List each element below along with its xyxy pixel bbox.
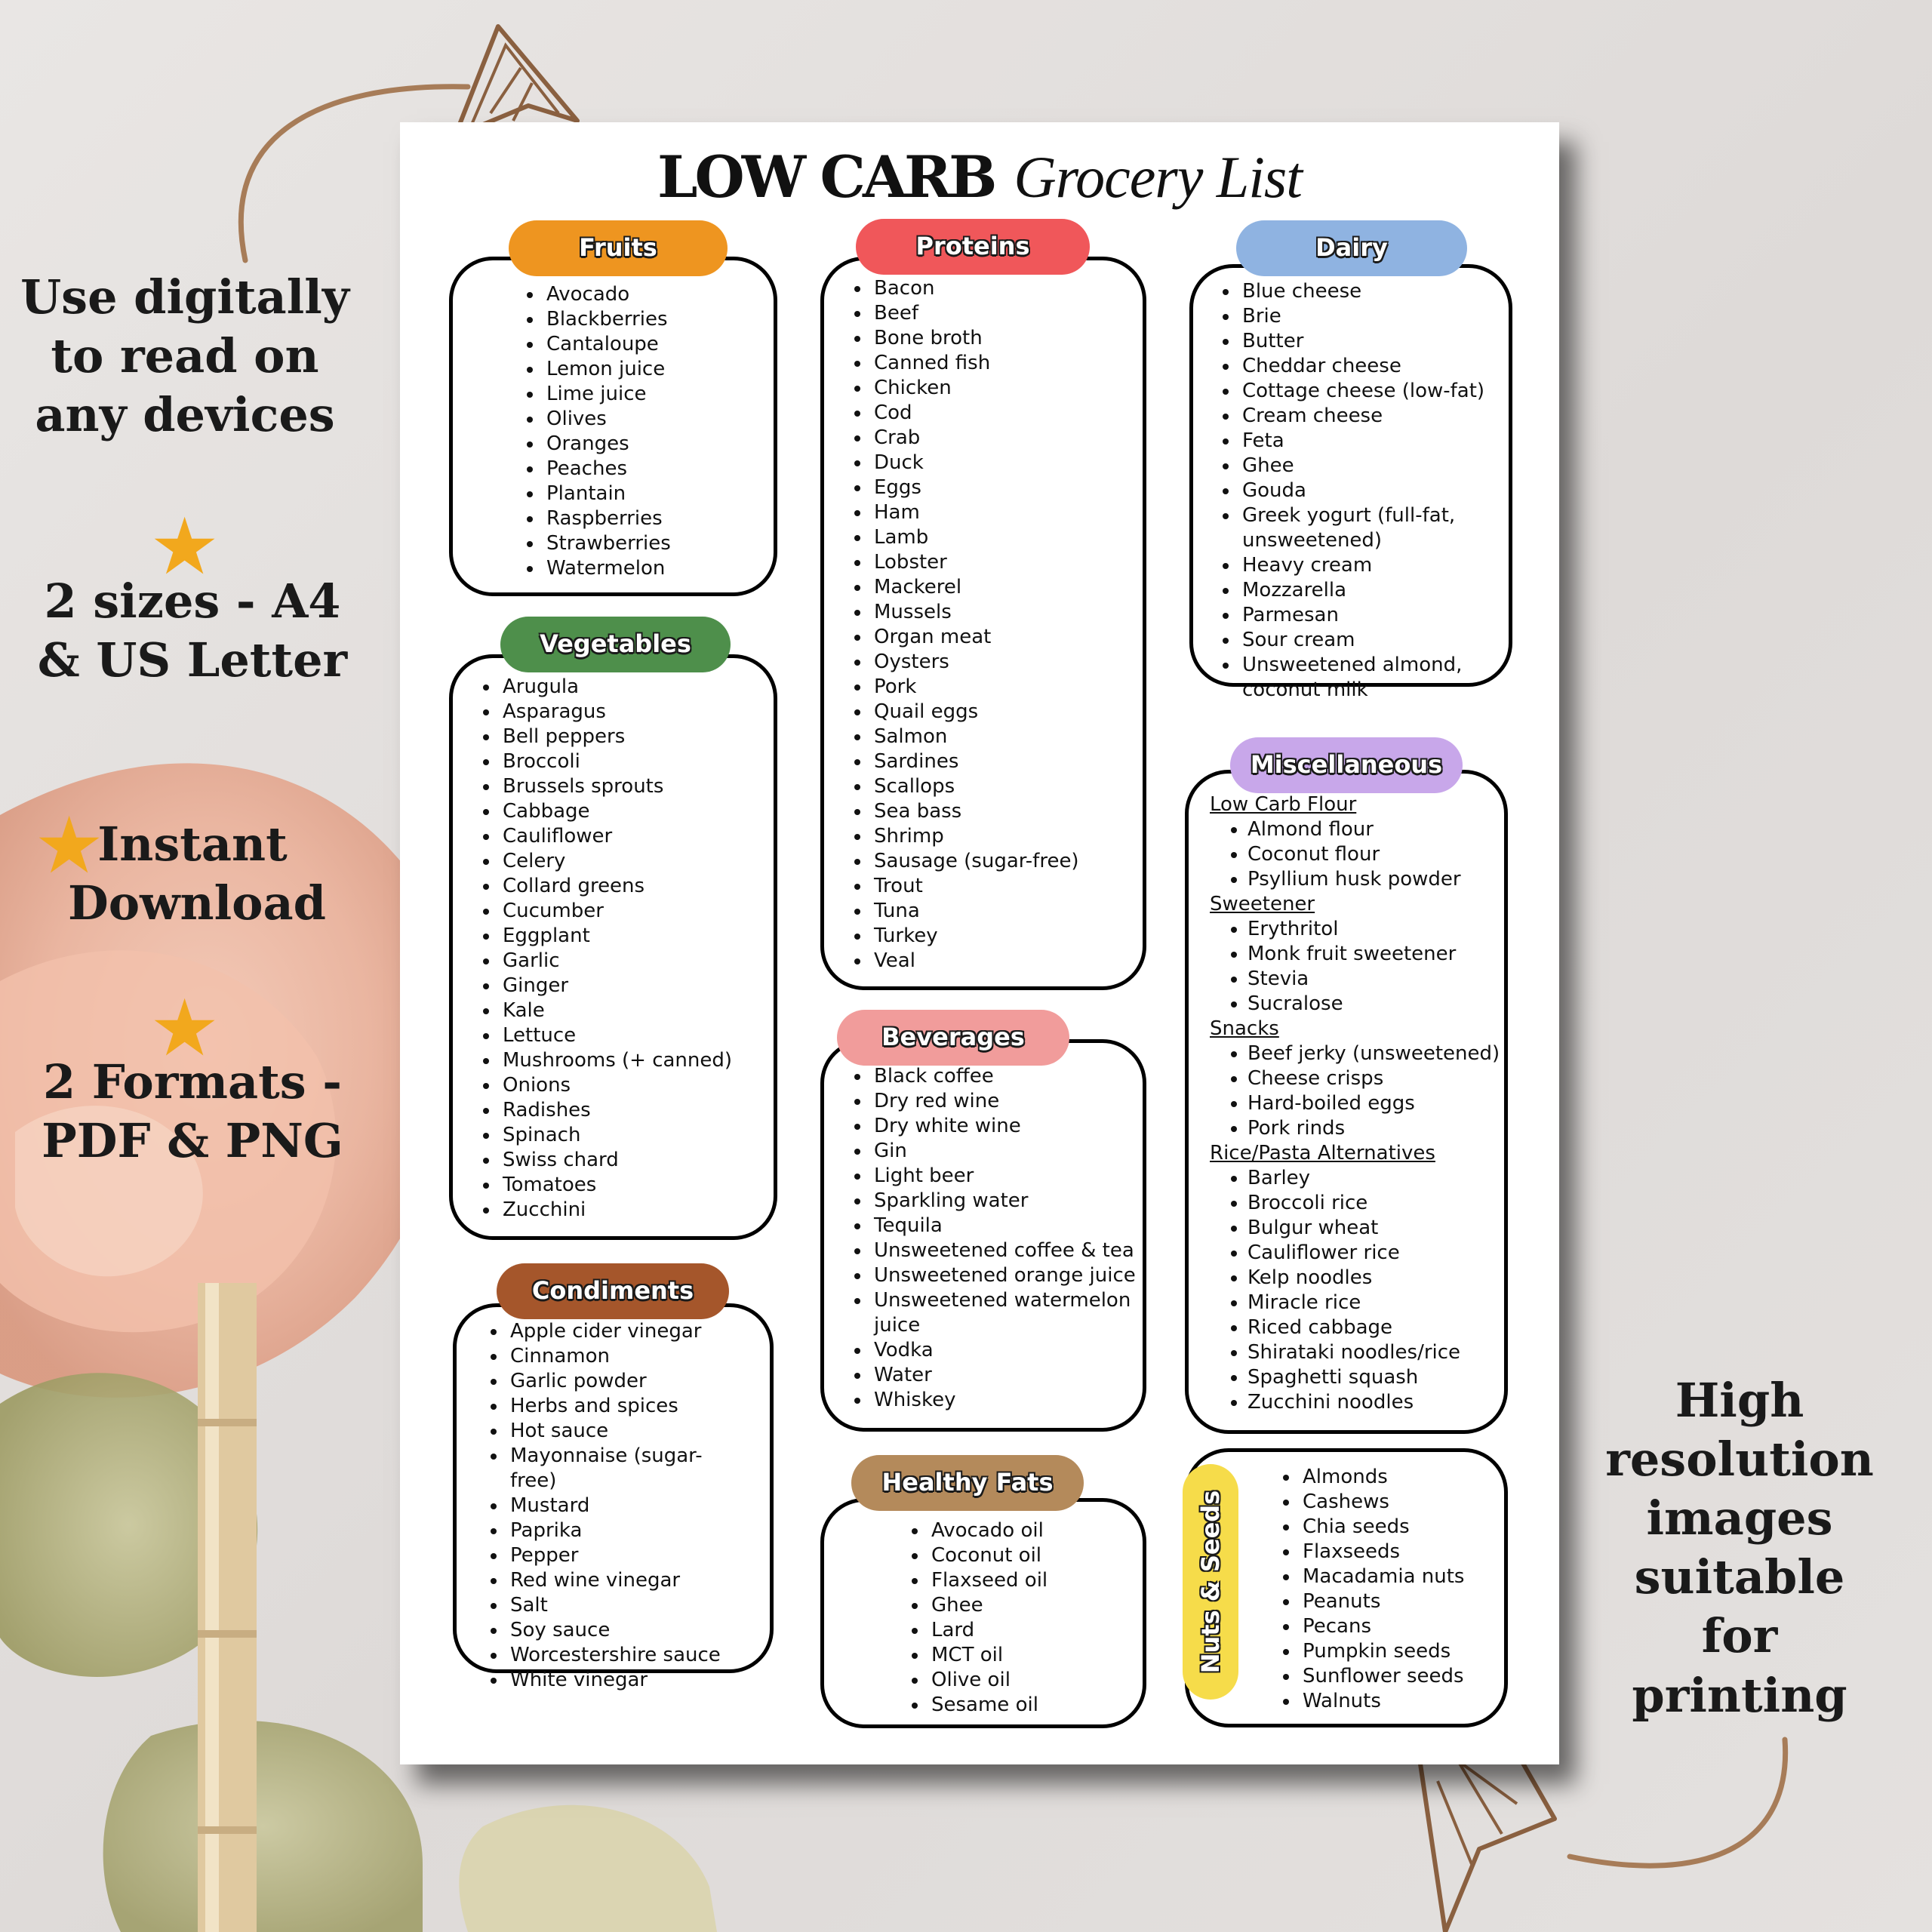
list-item: • Paprika	[507, 1518, 734, 1543]
proteins-label: Proteins	[856, 219, 1090, 275]
list-item: • Pork	[871, 675, 1079, 700]
list-item: • Lettuce	[500, 1023, 732, 1048]
list-item: • Olives	[543, 407, 671, 432]
list-item: • Pecans	[1300, 1614, 1464, 1639]
healthy-fats-list	[906, 1518, 1048, 1718]
list-item: • Gin	[871, 1139, 1150, 1164]
list-item: • Sesame oil	[928, 1693, 1048, 1718]
list-item: • Cinnamon	[507, 1344, 734, 1369]
list-item: • Cream cheese	[1239, 404, 1503, 429]
list-item: • Gouda	[1239, 478, 1503, 503]
list-item: • Dry white wine	[871, 1114, 1150, 1139]
misc-group-list	[1210, 1166, 1504, 1415]
list-item: • Oysters	[871, 650, 1079, 675]
list-item: • Pumpkin seeds	[1300, 1639, 1464, 1664]
dairy-list	[1217, 279, 1503, 703]
sheet-title	[400, 143, 1559, 211]
list-item: • Walnuts	[1300, 1689, 1464, 1714]
misc-subheading: Rice/Pasta Alternatives	[1210, 1142, 1435, 1164]
list-item: • Coconut oil	[928, 1543, 1048, 1568]
list-item: • Herbs and spices	[507, 1394, 734, 1419]
list-item: • Lemon juice	[543, 357, 671, 382]
list-item: • Feta	[1239, 429, 1503, 454]
dairy-label: Dairy	[1236, 220, 1467, 276]
list-item: • Cottage cheese (low-fat)	[1239, 379, 1503, 404]
list-item: • Olive oil	[928, 1668, 1048, 1693]
list-item: • Turkey	[871, 924, 1079, 949]
list-item: • Collard greens	[500, 874, 732, 899]
list-item: • Coconut flour	[1247, 842, 1504, 867]
fruits-label: Fruits	[509, 220, 728, 276]
list-item: • Sunflower seeds	[1300, 1664, 1464, 1689]
list-item: • Bulgur wheat	[1247, 1216, 1504, 1241]
list-item: • Bell peppers	[500, 724, 732, 749]
list-item: • Brie	[1239, 304, 1503, 329]
list-item: • Canned fish	[871, 351, 1079, 376]
list-item: • Swiss chard	[500, 1148, 732, 1173]
miscellaneous-label: Miscellaneous	[1230, 737, 1463, 793]
list-item: • Mozzarella	[1239, 578, 1503, 603]
list-item: • Cantaloupe	[543, 332, 671, 357]
list-item: • Vodka	[871, 1338, 1150, 1363]
list-item: • Hot sauce	[507, 1419, 734, 1444]
list-item: • Unsweetened orange juice	[871, 1263, 1150, 1288]
list-item: • Shrimp	[871, 824, 1079, 849]
list-item: • Greek yogurt (full-fat, unsweetened)	[1239, 503, 1503, 553]
fruits-list	[521, 282, 671, 581]
list-item: • Scallops	[871, 774, 1079, 799]
list-item: • Sea bass	[871, 799, 1079, 824]
list-item: • Pepper	[507, 1543, 734, 1568]
list-item: • Ginger	[500, 974, 732, 998]
list-item: • Eggplant	[500, 924, 732, 949]
list-item: • Oranges	[543, 432, 671, 457]
beverages-list	[848, 1064, 1150, 1413]
list-item: • Monk fruit sweetener	[1247, 942, 1504, 967]
list-item: • Mussels	[871, 600, 1079, 625]
list-item: • Worcestershire sauce	[507, 1643, 734, 1668]
list-item: • Strawberries	[543, 531, 671, 556]
feature-sizes: 2 sizes - A4 & US Letter	[37, 574, 348, 688]
list-item: • Dry red wine	[871, 1089, 1150, 1114]
list-item: • Asparagus	[500, 700, 732, 724]
nuts-seeds-list	[1277, 1465, 1464, 1714]
list-item: • Lamb	[871, 525, 1079, 550]
list-item: • Arugula	[500, 675, 732, 700]
beverages-label: Beverages	[837, 1010, 1069, 1066]
list-item: • Veal	[871, 949, 1079, 974]
list-item: • Ham	[871, 500, 1079, 525]
healthy-fats-label: Healthy Fats	[851, 1455, 1084, 1511]
list-item: • Lime juice	[543, 382, 671, 407]
vegetables-list	[477, 675, 732, 1223]
misc-subheading: Low Carb Flour	[1210, 793, 1357, 816]
list-item: • Broccoli rice	[1247, 1191, 1504, 1216]
list-item: • White vinegar	[507, 1668, 734, 1693]
nuts-seeds-label	[1183, 1464, 1238, 1700]
list-item: • Onions	[500, 1073, 732, 1098]
list-item: • Barley	[1247, 1166, 1504, 1191]
star-icon: ★	[149, 500, 220, 592]
list-item: • Whiskey	[871, 1388, 1150, 1413]
list-item: • Almond flour	[1247, 817, 1504, 842]
proteins-list	[848, 276, 1079, 974]
list-item: • Mustard	[507, 1494, 734, 1518]
list-item: • Salmon	[871, 724, 1079, 749]
misc-subheading: Sweetener	[1210, 893, 1315, 915]
list-item: • Cauliflower	[500, 824, 732, 849]
vegetables-label: Vegetables	[500, 617, 731, 672]
list-item: • Soy sauce	[507, 1618, 734, 1643]
list-item: • Water	[871, 1363, 1150, 1388]
list-item: • Mushrooms (+ canned)	[500, 1048, 732, 1073]
list-item: • Heavy cream	[1239, 553, 1503, 578]
list-item: • Bacon	[871, 276, 1079, 301]
list-item: • Unsweetened coffee & tea	[871, 1238, 1150, 1263]
list-item: • Butter	[1239, 329, 1503, 354]
list-item: • Watermelon	[543, 556, 671, 581]
misc-group-list	[1210, 1041, 1504, 1141]
list-item: • MCT oil	[928, 1643, 1048, 1668]
list-item: • Trout	[871, 874, 1079, 899]
list-item: • Sucralose	[1247, 992, 1504, 1017]
list-item: • Erythritol	[1247, 917, 1504, 942]
list-item: • Tomatoes	[500, 1173, 732, 1198]
list-item: • Cod	[871, 401, 1079, 426]
list-item: • Stevia	[1247, 967, 1504, 992]
list-item: • Cheddar cheese	[1239, 354, 1503, 379]
list-item: • Flaxseeds	[1300, 1540, 1464, 1564]
list-item: • Raspberries	[543, 506, 671, 531]
list-item: • Chicken	[871, 376, 1079, 401]
grocery-list-sheet	[400, 122, 1559, 1764]
star-icon: ★	[34, 799, 105, 891]
list-item: • Zucchini	[500, 1198, 732, 1223]
list-item: • Blackberries	[543, 307, 671, 332]
list-item: • Crab	[871, 426, 1079, 451]
list-item: • Macadamia nuts	[1300, 1564, 1464, 1589]
miscellaneous-list	[1210, 792, 1504, 1415]
list-item: • Pork rinds	[1247, 1116, 1504, 1141]
list-item: • Peanuts	[1300, 1589, 1464, 1614]
list-item: • Kale	[500, 998, 732, 1023]
list-item: • Almonds	[1300, 1465, 1464, 1490]
list-item: • Cucumber	[500, 899, 732, 924]
list-item: • Lard	[928, 1618, 1048, 1643]
list-item: • Organ meat	[871, 625, 1079, 650]
list-item: • Zucchini noodles	[1247, 1390, 1504, 1415]
list-item: • Garlic	[500, 949, 732, 974]
list-item: • Parmesan	[1239, 603, 1503, 628]
misc-group-list	[1210, 817, 1504, 892]
list-item: • Shirataki noodles/rice	[1247, 1340, 1504, 1365]
list-item: • Sardines	[871, 749, 1079, 774]
list-item: • Spaghetti squash	[1247, 1365, 1504, 1390]
list-item: • Duck	[871, 451, 1079, 475]
list-item: • Bone broth	[871, 326, 1079, 351]
misc-subheading: Snacks	[1210, 1017, 1279, 1040]
list-item: • Avocado oil	[928, 1518, 1048, 1543]
list-item: • Blue cheese	[1239, 279, 1503, 304]
star-icon: ★	[149, 982, 220, 1074]
list-item: • Cheese crisps	[1247, 1066, 1504, 1091]
list-item: • Kelp noodles	[1247, 1266, 1504, 1291]
title-grocery-list: Grocery List	[1014, 144, 1302, 210]
misc-group-list	[1210, 917, 1504, 1017]
list-item: • Flaxseed oil	[928, 1568, 1048, 1593]
feature-high-resolution: High resolution images suitable for printing	[1605, 1373, 1874, 1723]
list-item: • Eggs	[871, 475, 1079, 500]
list-item: • Sausage (sugar-free)	[871, 849, 1079, 874]
condiments-list	[485, 1319, 734, 1693]
condiments-label: Condiments	[497, 1263, 729, 1319]
list-item: • Mayonnaise (sugar-free)	[507, 1444, 734, 1494]
list-item: • Chia seeds	[1300, 1515, 1464, 1540]
list-item: • Riced cabbage	[1247, 1315, 1504, 1340]
title-low-carb: LOW CARB	[657, 143, 995, 211]
feature-formats: 2 Formats - PDF & PNG	[42, 1054, 343, 1169]
list-item: • Peaches	[543, 457, 671, 481]
list-item: • Radishes	[500, 1098, 732, 1123]
list-item: • Cauliflower rice	[1247, 1241, 1504, 1266]
list-item: • Hard-boiled eggs	[1247, 1091, 1504, 1116]
list-item: • Tequila	[871, 1214, 1150, 1238]
list-item: • Tuna	[871, 899, 1079, 924]
list-item: • Black coffee	[871, 1064, 1150, 1089]
list-item: • Sparkling water	[871, 1189, 1150, 1214]
list-item: • Apple cider vinegar	[507, 1319, 734, 1344]
list-item: • Lobster	[871, 550, 1079, 575]
list-item: • Ghee	[1239, 454, 1503, 478]
list-item: • Salt	[507, 1593, 734, 1618]
list-item: • Cabbage	[500, 799, 732, 824]
list-item: • Beef	[871, 301, 1079, 326]
list-item: • Cashews	[1300, 1490, 1464, 1515]
list-item: • Spinach	[500, 1123, 732, 1148]
nuts-seeds-label-text: Nuts & Seeds	[1196, 1490, 1225, 1674]
list-item: • Avocado	[543, 282, 671, 307]
list-item: • Unsweetened watermelon juice	[871, 1288, 1150, 1338]
list-item: • Ghee	[928, 1593, 1048, 1618]
feature-instant-download: Instant Download	[68, 817, 326, 931]
list-item: • Quail eggs	[871, 700, 1079, 724]
list-item: • Unsweetened almond, coconut milk	[1239, 653, 1503, 703]
list-item: • Mackerel	[871, 575, 1079, 600]
list-item: • Sour cream	[1239, 628, 1503, 653]
list-item: • Light beer	[871, 1164, 1150, 1189]
list-item: • Beef jerky (unsweetened)	[1247, 1041, 1504, 1066]
list-item: • Red wine vinegar	[507, 1568, 734, 1593]
list-item: • Celery	[500, 849, 732, 874]
list-item: • Broccoli	[500, 749, 732, 774]
list-item: • Plantain	[543, 481, 671, 506]
list-item: • Brussels sprouts	[500, 774, 732, 799]
list-item: • Garlic powder	[507, 1369, 734, 1394]
list-item: • Psyllium husk powder	[1247, 867, 1504, 892]
list-item: • Miracle rice	[1247, 1291, 1504, 1315]
feature-digital-use: Use digitally to read on any devices	[20, 269, 349, 443]
